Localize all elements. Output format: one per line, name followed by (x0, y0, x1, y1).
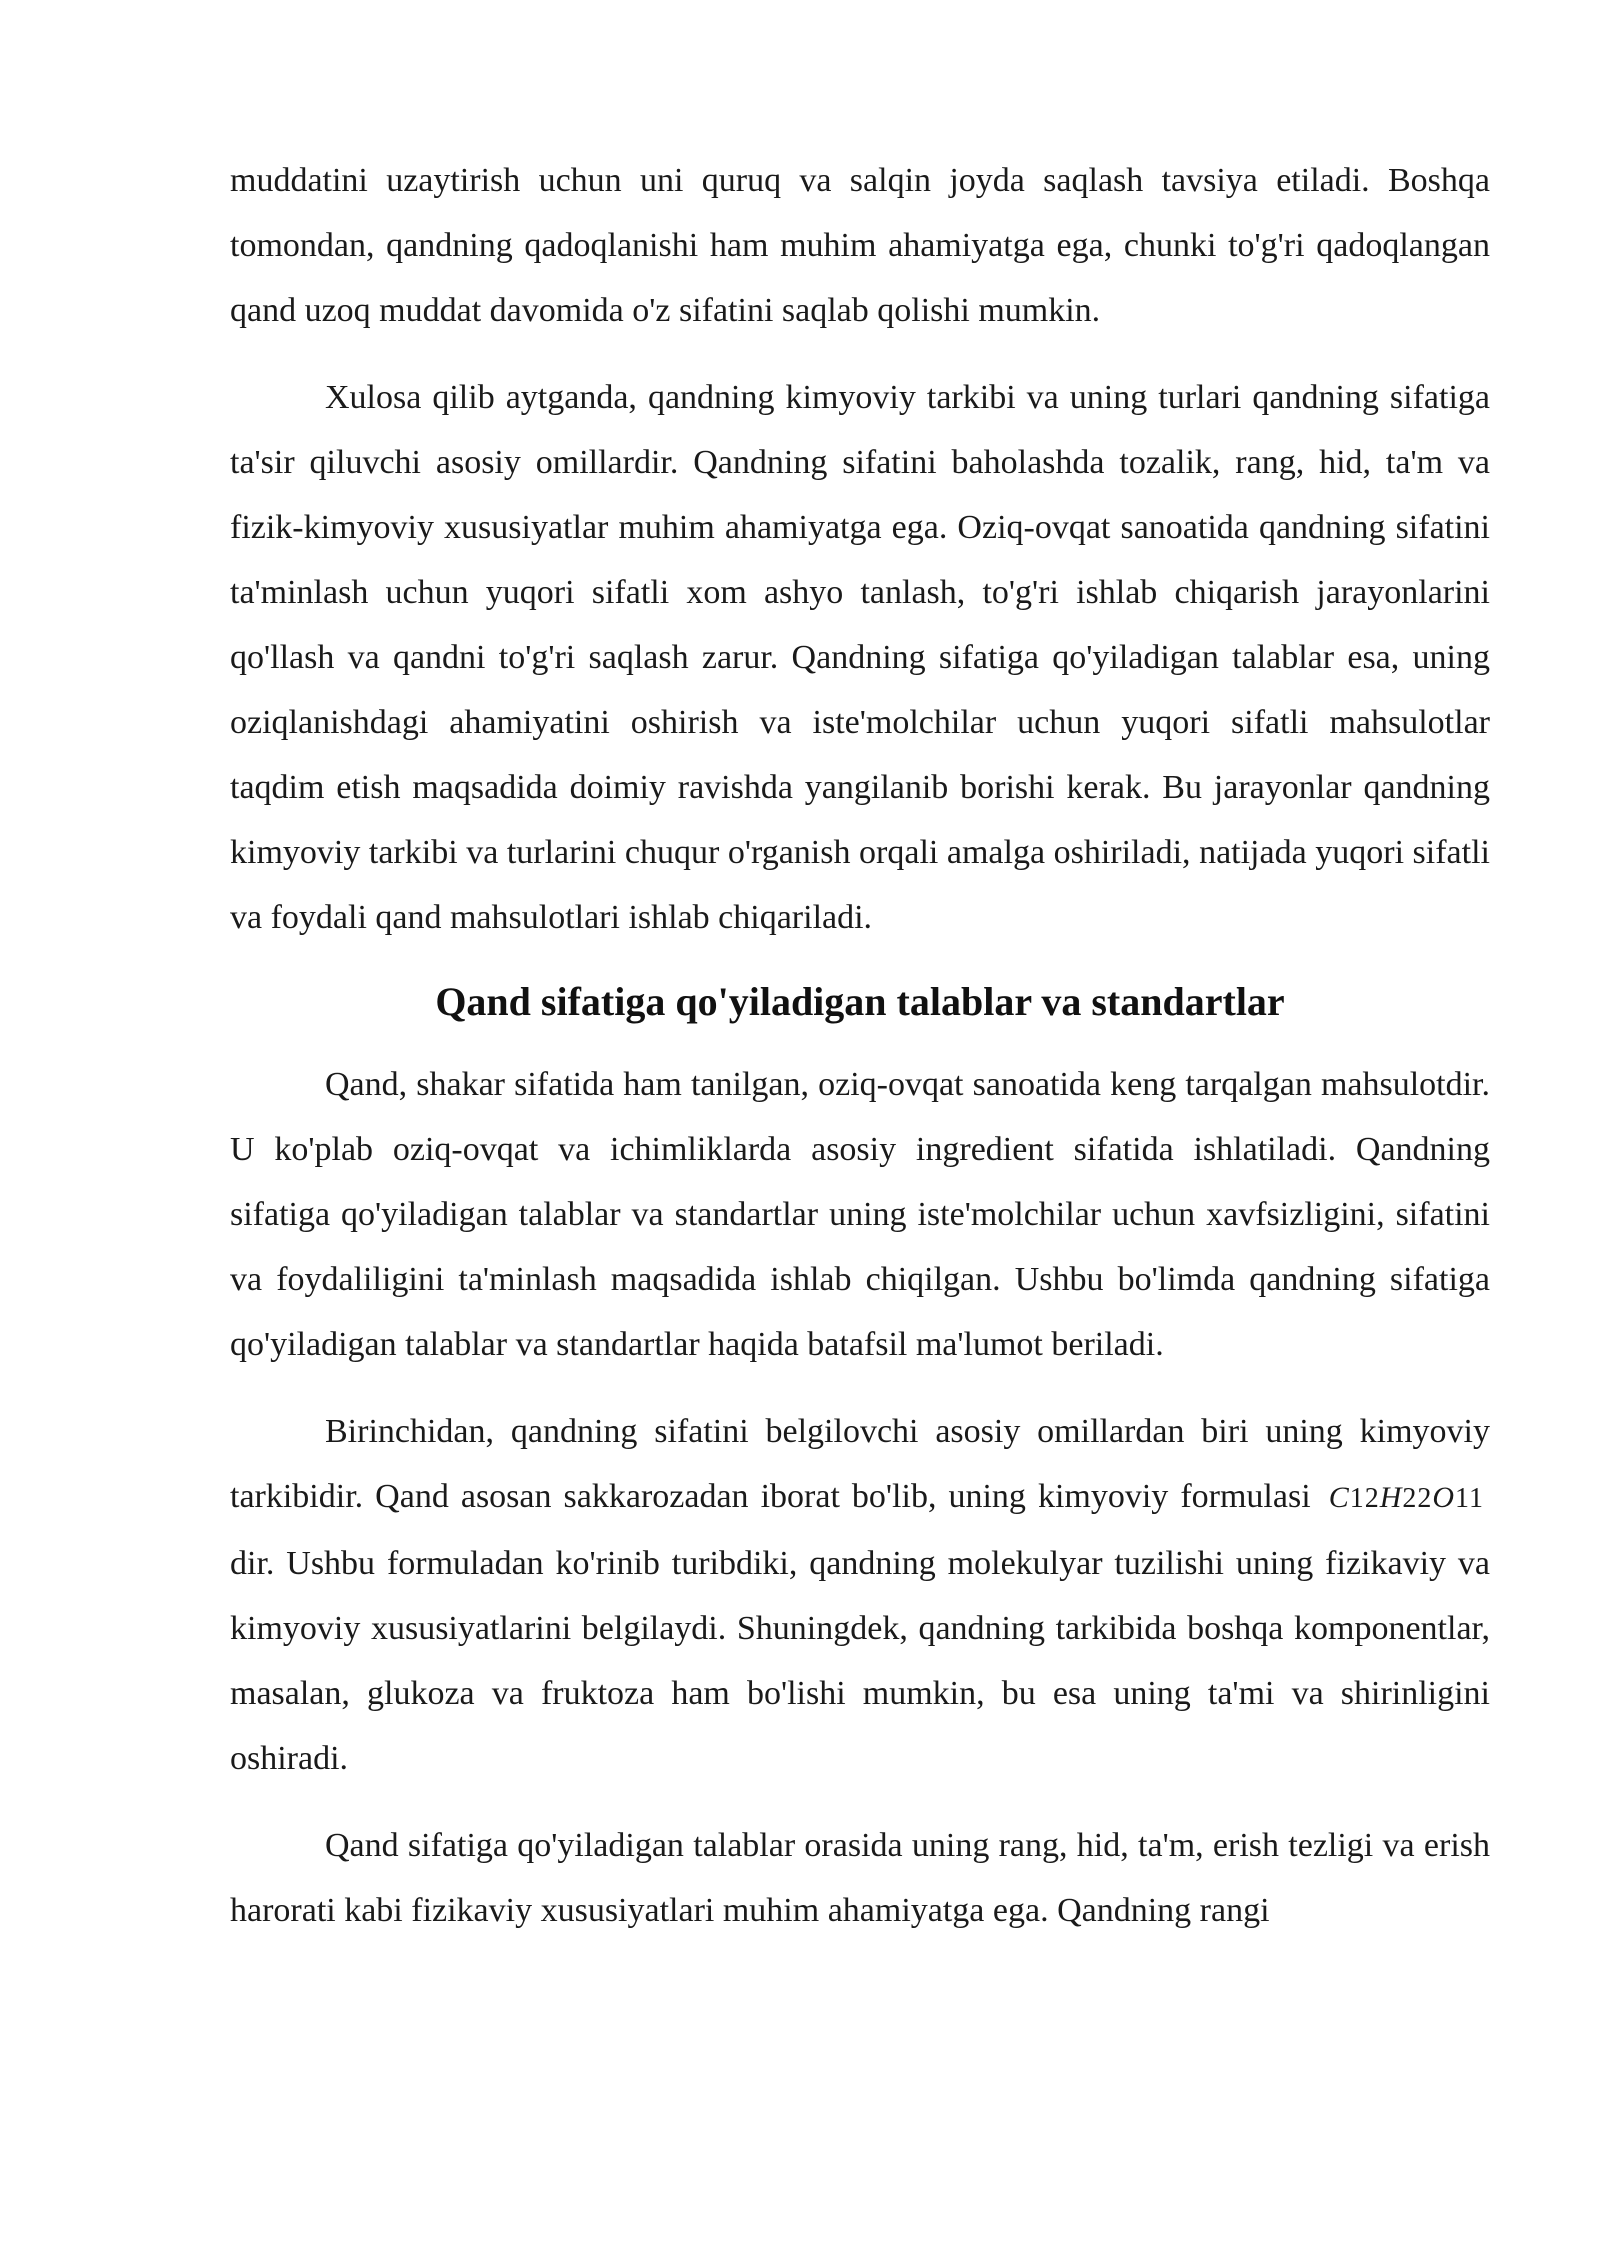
paragraph-chemical-formula (230, 1399, 1490, 1791)
formula-paragraph-before: Birinchidan, qandning sifatini belgilovchi asosiy omillardan biri uning kimyoviy tarkibidir. Qand asosan sakkarozadan iborat bo'lib, uning kimyoviy formulasi (230, 1413, 1490, 1515)
formula-element-c: C (1328, 1481, 1350, 1514)
formula-paragraph-after: dir. Ushbu formuladan ko'rinib turibdiki, qandning molekulyar tuzilishi uning fizikaviy va kimyoviy xususiyatlarini belgilaydi. Shuningdek, qandning tarkibida boshqa komponentlar, masalan, glukoza va fruktoza ham bo'lishi mumkin, bu esa uning ta'mi va shirinligini oshiradi. (230, 1545, 1490, 1777)
section-heading: Qand sifatiga qo'yiladigan talablar va standartlar (435, 979, 1285, 1024)
formula-number-h: 22 (1402, 1483, 1433, 1514)
formula-element-o: O (1432, 1481, 1456, 1514)
paragraph-conclusion: Xulosa qilib aytganda, qandning kimyoviy tarkibi va uning turlari qandning sifatiga ta'sir qiluvchi asosiy omillardir. Qandning sifatini baholashda tozalik, rang, hid, ta'm va fizik-kimyoviy xususiyatlar muhim ahamiyatga ega. Oziq-ovqat sanoatida qandning sifatini ta'minlash uchun yuqori sifatli xom ashyo tanlash, to'g'ri ishlab chiqarish jarayonlarini qo'llash va qandni to'g'ri saqlash zarur. Qandning sifatiga qo'yiladigan talablar esa, uning oziqlanishdagi ahamiyatini oshirish va iste'molchilar uchun yuqori sifatli mahsulotlar taqdim etish maqsadida doimiy ravishda yangilanib borishi kerak. Bu jarayonlar qandning kimyoviy tarkibi va turlarini chuqur o'rganish orqali amalga oshiriladi, natijada yuqori sifatli va foydali qand mahsulotlari ishlab chiqariladi. (230, 379, 1490, 936)
formula-element-h: H (1379, 1481, 1403, 1514)
paragraph-introduction: Qand, shakar sifatida ham tanilgan, oziq-ovqat sanoatida keng tarqalgan mahsulotdir. U ko'plab oziq-ovqat va ichimliklarda asosiy ingredient sifatida ishlatiladi. Qandning sifatiga qo'yiladigan talablar va standartlar uning iste'molchilar uchun xavfsizligini, sifatini va foydaliligini ta'minlash maqsadida ishlab chiqilgan. Ushbu bo'limda qandning sifatiga qo'yiladigan talablar va standartlar haqida batafsil ma'lumot beriladi. (230, 1066, 1490, 1363)
chemical-formula (1323, 1481, 1490, 1514)
formula-number-o: 11 (1455, 1483, 1485, 1514)
paragraph-physical-properties: Qand sifatiga qo'yiladigan talablar orasida uning rang, hid, ta'm, erish tezligi va erish harorati kabi fizikaviy xususiyatlari muhim ahamiyatga ega. Qandning rangi (230, 1827, 1490, 1929)
document-page (230, 148, 1490, 1965)
paragraph-continuation: muddatini uzaytirish uchun uni quruq va salqin joyda saqlash tavsiya etiladi. Boshqa tomondan, qandning qadoqlanishi ham muhim ahamiyatga ega, chunki to'g'ri qadoqlangan qand uzoq muddat davomida o'z sifatini saqlab qolishi mumkin. (230, 162, 1490, 329)
formula-number-c: 12 (1349, 1483, 1380, 1514)
